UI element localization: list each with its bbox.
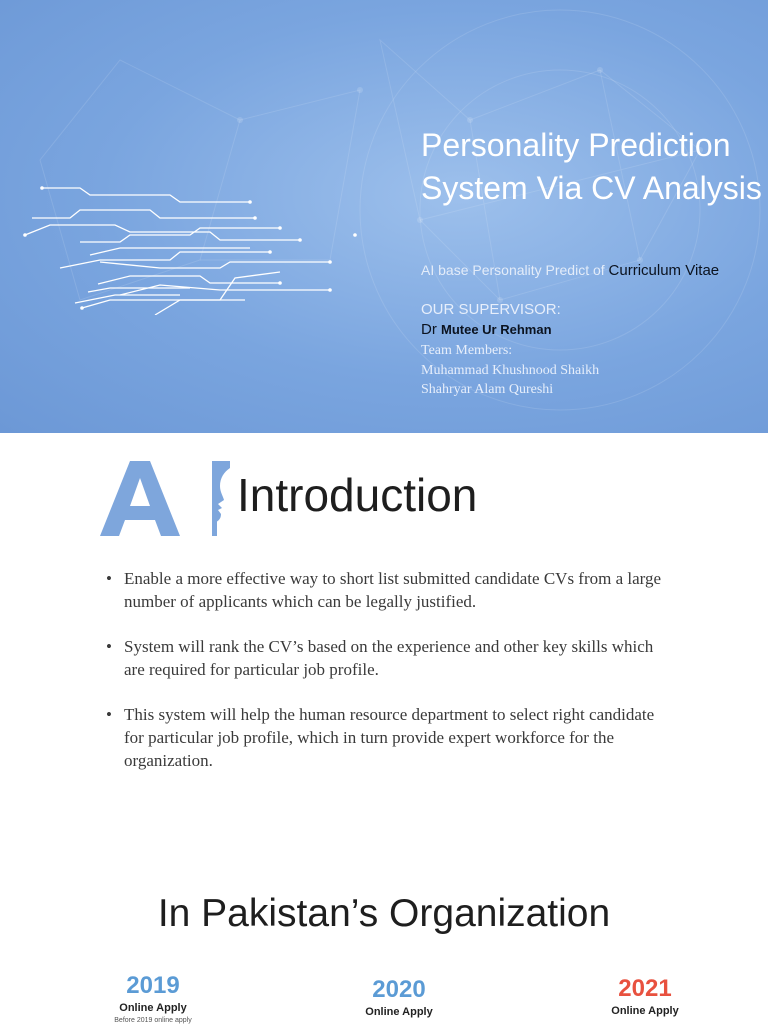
timeline-year-2020: [319, 976, 479, 1018]
team-members: [421, 341, 599, 400]
presentation-title: Personality Prediction System Via CV Analysis: [421, 127, 762, 206]
year-number: 2019: [126, 972, 180, 999]
timeline-year-2019: [73, 972, 233, 1024]
year-number: 2020: [372, 976, 426, 1003]
team-label: Team Members:: [421, 343, 513, 358]
supervisor-name-line: [421, 321, 552, 338]
tagline-prefix: AI base Personality Predict of: [421, 262, 609, 278]
year-number: 2021: [618, 975, 672, 1002]
ai-logo-icon: [100, 458, 240, 538]
list-item: • Enable a more effective way to short list submitted candidate CVs from a large number of applicants which can be legally justified.: [104, 567, 664, 613]
title-slide: [0, 0, 768, 433]
year-label: Online Apply: [365, 1006, 433, 1018]
year-label: Online Apply: [119, 1002, 187, 1014]
introduction-bullet-list: [104, 567, 664, 794]
team-member: Shahryar Alam Qureshi: [421, 382, 554, 397]
circuit-lines-graphic: [20, 180, 360, 315]
list-item: • System will rank the CV’s based on the experience and other key skills which are required for particular job profile.: [104, 635, 664, 681]
tagline: [421, 262, 719, 279]
introduction-heading: Introduction: [237, 469, 478, 521]
list-item: • This system will help the human resource department to select right candidate for particular job profile, which in turn provide expert workforce for the organization.: [104, 703, 664, 772]
organization-heading: In Pakistan’s Organization: [157, 892, 611, 935]
team-member: Muhammad Khushnood Shaikh: [421, 362, 600, 378]
supervisor-prefix: Dr: [421, 321, 441, 338]
year-label: Online Apply: [611, 1005, 679, 1017]
year-subtext: Before 2019 online apply: [114, 1017, 192, 1024]
supervisor-label: OUR SUPERVISOR:: [421, 301, 561, 318]
tagline-highlight: Curriculum Vitae: [608, 262, 720, 279]
timeline-year-2021: [565, 975, 725, 1017]
supervisor-name: Mutee Ur Rehman: [441, 322, 552, 337]
